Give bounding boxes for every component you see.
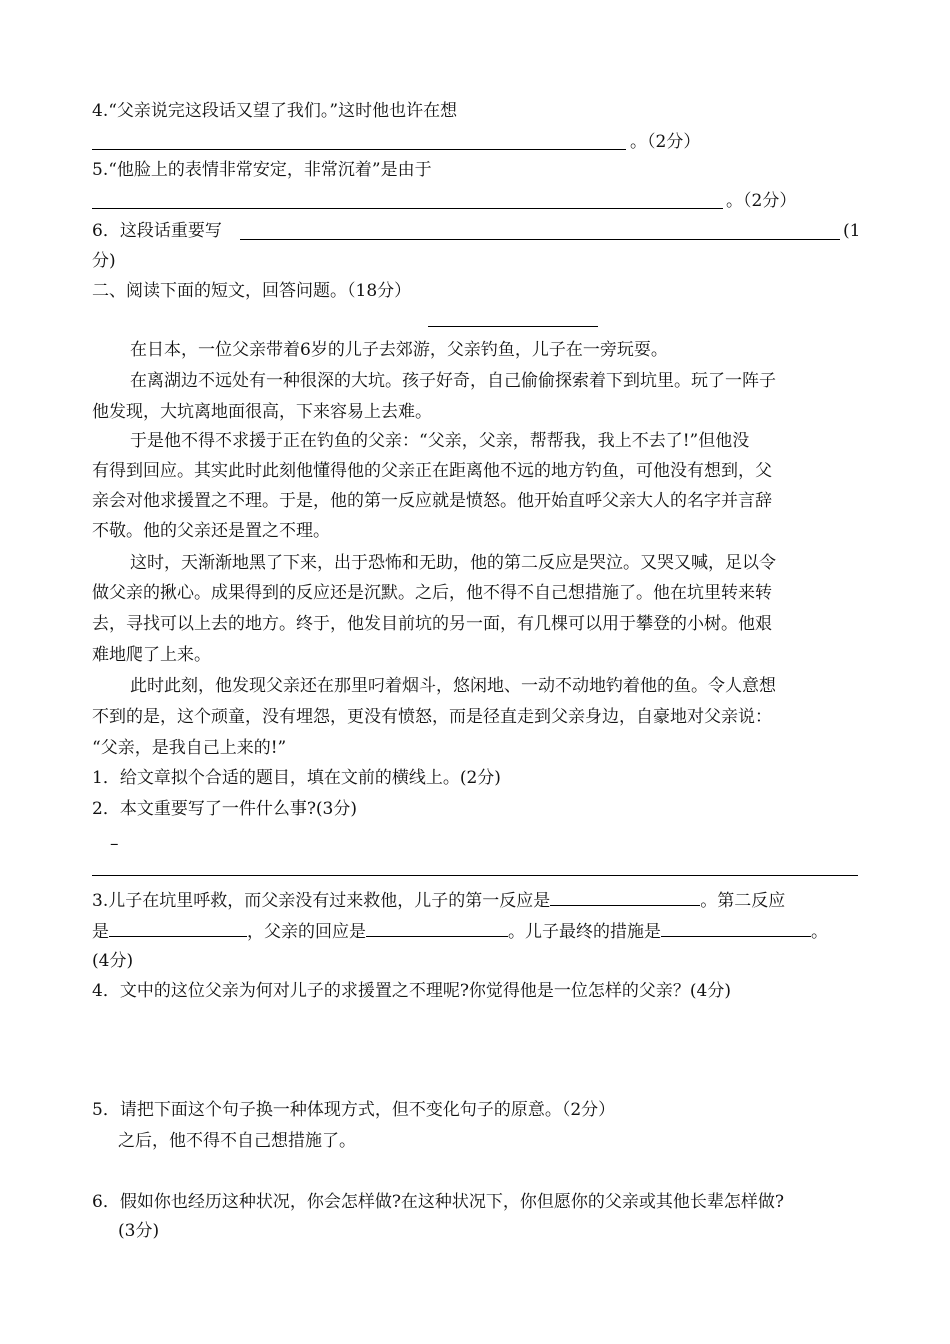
passage-line: “父亲，是我自己上来的!”	[92, 738, 287, 758]
question-5: 5．请把下面这个句子换一种体现方式，但不变化句子的原意。（2分）	[92, 1100, 616, 1120]
passage-line: 不到的是，这个顽童，没有埋怨，更没有愤怒，而是径直走到父亲身边，自豪地对父亲说：	[92, 707, 772, 727]
passage-line: 此时此刻，他发现父亲还在那里叼着烟斗，悠闲地、一动不动地钓着他的鱼。令人意想	[130, 676, 776, 696]
q5-prompt: 5.“他脸上的表情非常安定，非常沉着”是由于	[92, 160, 432, 180]
q6-prompt: 6．这段话重要写	[92, 221, 222, 241]
passage-line: 这时，天渐渐地黑了下来，出于恐怖和无助，他的第二反应是哭泣。又哭又喊，足以令	[130, 553, 776, 573]
passage-line: 于是他不得不求援于正在钓鱼的父亲：“父亲，父亲，帮帮我，我上不去了!”但他没	[130, 431, 750, 451]
q3-text-d: ，父亲的回应是	[247, 922, 366, 942]
q6-score: (3分)	[118, 1221, 160, 1241]
q3-blank-4[interactable]	[661, 922, 811, 937]
question-1: 1．给文章拟个合适的题目，填在文前的横线上。(2分)	[92, 768, 501, 788]
section-heading: 二、阅读下面的短文，回答问题。（18分）	[92, 281, 412, 301]
q4-score: 。（2分）	[630, 132, 701, 152]
question-3-line1	[92, 891, 785, 910]
q3-blank-1[interactable]	[550, 891, 700, 906]
passage-line: 做父亲的揪心。成果得到的反应还是沉默。之后，他不得不自己想措施了。他在坑里转来转	[92, 583, 772, 603]
q3-text-b: 。第二反应	[700, 891, 786, 911]
q5-score: 。（2分）	[726, 191, 797, 211]
q3-text-e: 。儿子最终的措施是	[508, 922, 661, 942]
q5-sentence: 之后，他不得不自己想措施了。	[118, 1131, 356, 1151]
q3-text-f: 。	[811, 922, 828, 942]
passage-line: 在离湖边不远处有一种很深的大坑。孩子好奇，自己偷偷探索着下到坑里。玩了一阵子	[130, 371, 776, 391]
q4-answer-line[interactable]	[92, 149, 626, 150]
question-2: 2．本文重要写了一件什么事?(3分)	[92, 799, 358, 819]
q3-blank-3[interactable]	[366, 922, 508, 937]
q4-prompt: 4.“父亲说完这段话又望了我们。”这时他也许在想	[92, 101, 458, 121]
q3-blank-2[interactable]	[109, 922, 247, 937]
title-answer-line[interactable]	[428, 326, 598, 327]
q2-dash: –	[110, 834, 119, 854]
q3-text-a: 3.儿子在坑里呼救，而父亲没有过来救他，儿子的第一反应是	[92, 891, 551, 911]
passage-line: 在日本，一位父亲带着6岁的儿子去郊游，父亲钓鱼，儿子在一旁玩耍。	[130, 340, 668, 360]
q6-answer-line[interactable]	[240, 239, 840, 240]
question-6: 6．假如你也经历这种状况，你会怎样做?在这种状况下，你但愿你的父亲或其他长辈怎样做?	[92, 1192, 785, 1212]
passage-line: 难地爬了上来。	[92, 645, 211, 665]
q6-score-a: (1	[843, 221, 861, 241]
q6-score-b: 分)	[92, 251, 116, 271]
passage-line: 他发现，大坑离地面很高，下来容易上去难。	[92, 402, 432, 422]
passage-line: 亲会对他求援置之不理。于是，他的第一反应就是愤怒。他开始直呼父亲大人的名字并言辞	[92, 491, 772, 511]
question-4: 4．文中的这位父亲为何对儿子的求援置之不理呢?你觉得他是一位怎样的父亲？(4分)	[92, 981, 732, 1001]
passage-line: 不敬。他的父亲还是置之不理。	[92, 521, 330, 541]
q3-text-c: 是	[92, 922, 109, 942]
q2-answer-line[interactable]	[92, 875, 858, 876]
question-3-line2	[92, 922, 828, 941]
passage-line: 去，寻找可以上去的地方。终于，他发目前坑的另一面，有几棵可以用于攀登的小树。他艰	[92, 614, 772, 634]
q3-score: (4分)	[92, 951, 134, 971]
passage-line: 有得到回应。其实此时此刻他懂得他的父亲正在距离他不远的地方钓鱼，可他没有想到，父	[92, 461, 772, 481]
q5-answer-line[interactable]	[92, 208, 723, 209]
